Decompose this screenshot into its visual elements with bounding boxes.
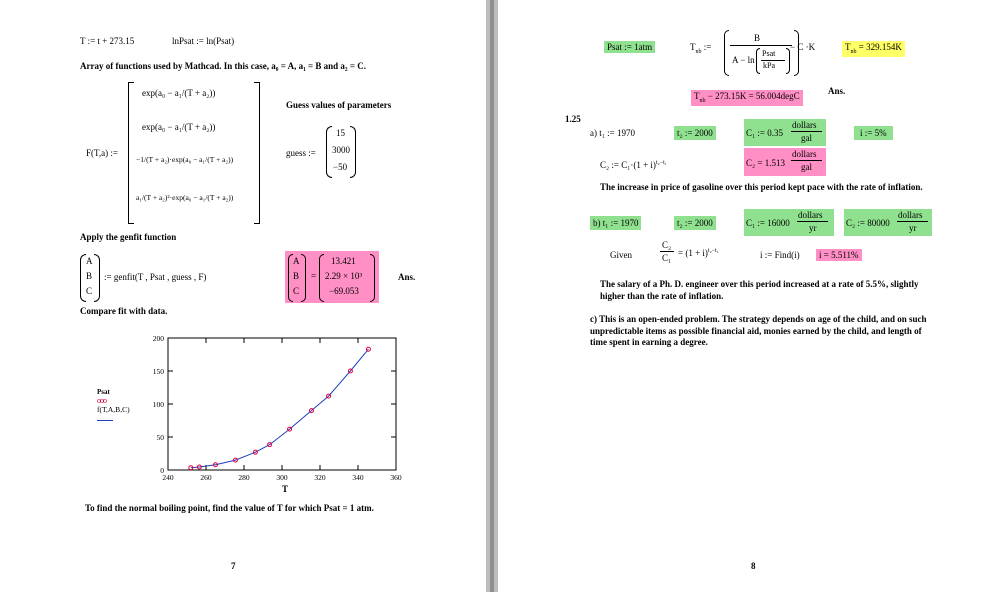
- result-c-value: −69.053: [329, 286, 359, 296]
- matrix-row-2: exp(a₀ − a₁/(T + a₂)): [142, 122, 216, 132]
- given-fraction-bar: [660, 251, 674, 252]
- param-c: C: [86, 286, 93, 296]
- b-t1: b) t₁ := 1970: [590, 216, 641, 230]
- compare-heading: Compare fit with data.: [80, 306, 168, 316]
- ans-label-right: Ans.: [828, 86, 846, 96]
- result-b-value: 2.29 × 10³: [325, 271, 363, 281]
- given-rhs: [678, 248, 719, 258]
- result-name-vector: [288, 254, 306, 300]
- a-c2-value: C₂ = 1.513: [746, 158, 785, 168]
- apply-heading: Apply the genfit function: [80, 232, 177, 242]
- find-result: i = 5.511%: [816, 249, 862, 261]
- y-tick-label: 0: [160, 466, 164, 475]
- given-denominator: C₁: [662, 253, 672, 263]
- guess-value-a: 15: [336, 128, 345, 138]
- tnb-result-value: = 329.154K: [856, 42, 902, 52]
- tnb-ratio-num: Psat: [762, 49, 776, 58]
- x-tick-labels: [162, 473, 402, 482]
- a-c2-result: [744, 148, 826, 176]
- array-note: Array of functions used by Mathcad. In this case, a₀ = A, a₁ = B and a₂ = C.: [80, 61, 367, 71]
- a-c2-unit-top: dollars: [792, 149, 817, 159]
- b-c1-unit-bottom: yr: [809, 223, 817, 233]
- y-tick-labels: [153, 334, 165, 475]
- data-point: [366, 347, 370, 351]
- b-c2-unit-bar: [897, 221, 928, 222]
- jacobian-matrix: [128, 82, 260, 222]
- legend-fit-line: [97, 420, 113, 421]
- temp-conversion-def: T := t + 273.15: [80, 36, 135, 46]
- a-c1-unit-bar: [791, 131, 822, 132]
- tnb-result-sub: nb: [850, 48, 857, 55]
- matrix-right-bracket: [254, 82, 260, 224]
- tnb-assign: :=: [703, 42, 712, 52]
- guess-vector: [326, 126, 356, 176]
- legend-data-markers: ooo: [97, 396, 106, 405]
- b-c2-unit-bottom: yr: [909, 223, 917, 233]
- a-c2-def-expr: C₂ := C₁·(1 + i): [600, 160, 656, 170]
- y-tick-label: 200: [152, 334, 164, 343]
- b-c1-def: C₁ := 16000: [746, 218, 790, 228]
- tnb-celsius: [691, 90, 803, 106]
- x-tick-label: 240: [162, 473, 174, 482]
- tnb-fraction-bar: [730, 45, 792, 46]
- tnb-numerator: B: [754, 33, 761, 43]
- tnb-ratio-den: kPa: [763, 61, 775, 70]
- a-c1-unit-bottom: gal: [801, 133, 812, 143]
- a-c1-def: C₁ := 0.35: [746, 128, 783, 138]
- genfit-result: [285, 251, 379, 303]
- problem-number: 1.25: [565, 114, 581, 124]
- result-value-right-paren: [370, 254, 375, 302]
- tnb-lhs-symbol: T: [690, 42, 696, 52]
- tnb-right-paren: [794, 30, 799, 76]
- legend-data-label: Psat: [97, 388, 110, 396]
- b-c1: [744, 209, 834, 236]
- guess-value-b: 3000: [332, 145, 350, 155]
- page-8: [498, 0, 986, 592]
- a-c2-unit-bottom: gal: [801, 162, 812, 172]
- b-c1-unit-top: dollars: [798, 210, 823, 220]
- a-t2: t₂ := 2000: [674, 126, 716, 140]
- a-c2-unit-bar: [791, 160, 822, 161]
- a-c2-def: [600, 160, 667, 170]
- b-c2-def: C₂ := 80000: [846, 218, 890, 228]
- tnb-lhs: [690, 42, 711, 56]
- page-number-8: 8: [751, 561, 756, 571]
- tnb-tail: − C ·K: [790, 42, 816, 52]
- x-tick-label: 340: [352, 473, 364, 482]
- given-numerator: C₂: [662, 240, 672, 250]
- page-number-7: 7: [231, 561, 236, 571]
- result-a-value: 13.421: [331, 256, 356, 266]
- guess-value-c: −50: [333, 162, 348, 172]
- result-value-vector: [319, 254, 375, 300]
- a-interest: i := 5%: [854, 126, 893, 140]
- tnb-celsius-value: − 273.15K = 56.004degC: [705, 91, 800, 101]
- b-c2-unit-top: dollars: [898, 210, 923, 220]
- b-c1-unit-bar: [797, 221, 828, 222]
- matrix-row-4: a₁/(T + a₂)²·exp(a₀ − a₁/(T + a₂)): [136, 193, 234, 202]
- tnb-result: [842, 41, 905, 57]
- param-vector: [80, 254, 100, 300]
- x-tick-label: 300: [276, 473, 288, 482]
- boiling-point-note: To find the normal boiling point, find the value of T for which Psat = 1 atm.: [85, 503, 374, 513]
- tnb-lhs-sub: nb: [695, 48, 702, 55]
- result-name-b: B: [293, 271, 300, 281]
- lnpsat-def: lnPsat := ln(Psat): [172, 36, 235, 46]
- param-a: A: [86, 256, 93, 266]
- guess-right-paren: [350, 126, 356, 178]
- x-tick-label: 280: [238, 473, 250, 482]
- matrix-row-3: −1/(T + a₂)·exp(a₀ − a₁/(T + a₂)): [136, 155, 234, 164]
- b-c2: [844, 209, 932, 236]
- fit-curve: [191, 349, 369, 468]
- tnb-denominator: A − ln: [732, 55, 755, 65]
- a-t1: a) t₁ := 1970: [590, 128, 635, 138]
- param-right-paren: [94, 254, 100, 302]
- a-c1: [744, 119, 826, 146]
- result-equals: =: [311, 271, 317, 281]
- page-7: [0, 0, 486, 592]
- given-rhs-expr: = (1 + i): [678, 248, 708, 258]
- given-keyword: Given: [610, 250, 632, 260]
- x-tick-label: 260: [200, 473, 212, 482]
- matrix-row-1: exp(a₀ − a₁/(T + a₂)): [142, 88, 216, 98]
- legend-fit-label: f(T,A,B,C): [97, 405, 130, 414]
- guess-label: guess :=: [286, 148, 316, 158]
- psat-def: Psat := 1atm: [604, 41, 655, 53]
- psat-fit-chart: [140, 332, 400, 490]
- c-text: c) This is an open-ended problem. The strategy depends on age of the child, and on such unpredictable items as possible financial aid, monies earned by the child, and length of time spent in earning a degree.: [590, 314, 927, 348]
- a-conclusion: The increase in price of gasoline over this period kept pace with the rate of inflation.: [600, 182, 923, 192]
- b-conclusion: The salary of a Ph. D. engineer over this period increased at a rate of 5.5%, slightly higher than the rate of inflation.: [600, 279, 919, 301]
- y-tick-label: 150: [152, 367, 164, 376]
- b-t2: t₂ := 2000: [674, 216, 716, 230]
- a-c2-def-exp: t₂−t₁: [655, 160, 667, 166]
- x-axis-title: T: [282, 484, 289, 494]
- tnb-celsius-sub: nb: [699, 97, 706, 104]
- f-label: F(T,a) :=: [86, 148, 118, 158]
- page-divider: [486, 0, 498, 592]
- data-points: [189, 347, 371, 469]
- y-tick-label: 100: [152, 400, 164, 409]
- find-expression: i := Find(i): [760, 250, 800, 260]
- tnb-ratio-left-paren: [756, 48, 760, 74]
- matrix-left-bracket: [128, 82, 134, 224]
- result-name-c: C: [293, 286, 300, 296]
- ans-label: Ans.: [398, 272, 416, 282]
- result-name-right-paren: [301, 254, 306, 302]
- y-tick-label: 50: [156, 433, 164, 442]
- given-rhs-exp: t₂−t₁: [707, 248, 719, 254]
- tnb-psat-ratio: [756, 48, 790, 74]
- param-b: B: [86, 271, 93, 281]
- x-tick-label: 320: [314, 473, 326, 482]
- result-name-a: A: [293, 256, 300, 266]
- guess-heading: Guess values of parameters: [286, 100, 392, 110]
- genfit-call: := genfit(T , Psat , guess , F): [104, 272, 207, 282]
- tnb-left-paren: [724, 30, 729, 76]
- tnb-celsius-symbol: T: [694, 91, 700, 101]
- result-value-left-paren: [319, 254, 324, 302]
- a-c1-unit-top: dollars: [792, 120, 817, 130]
- x-tick-label: 360: [390, 473, 402, 482]
- tnb-result-symbol: T: [845, 42, 851, 52]
